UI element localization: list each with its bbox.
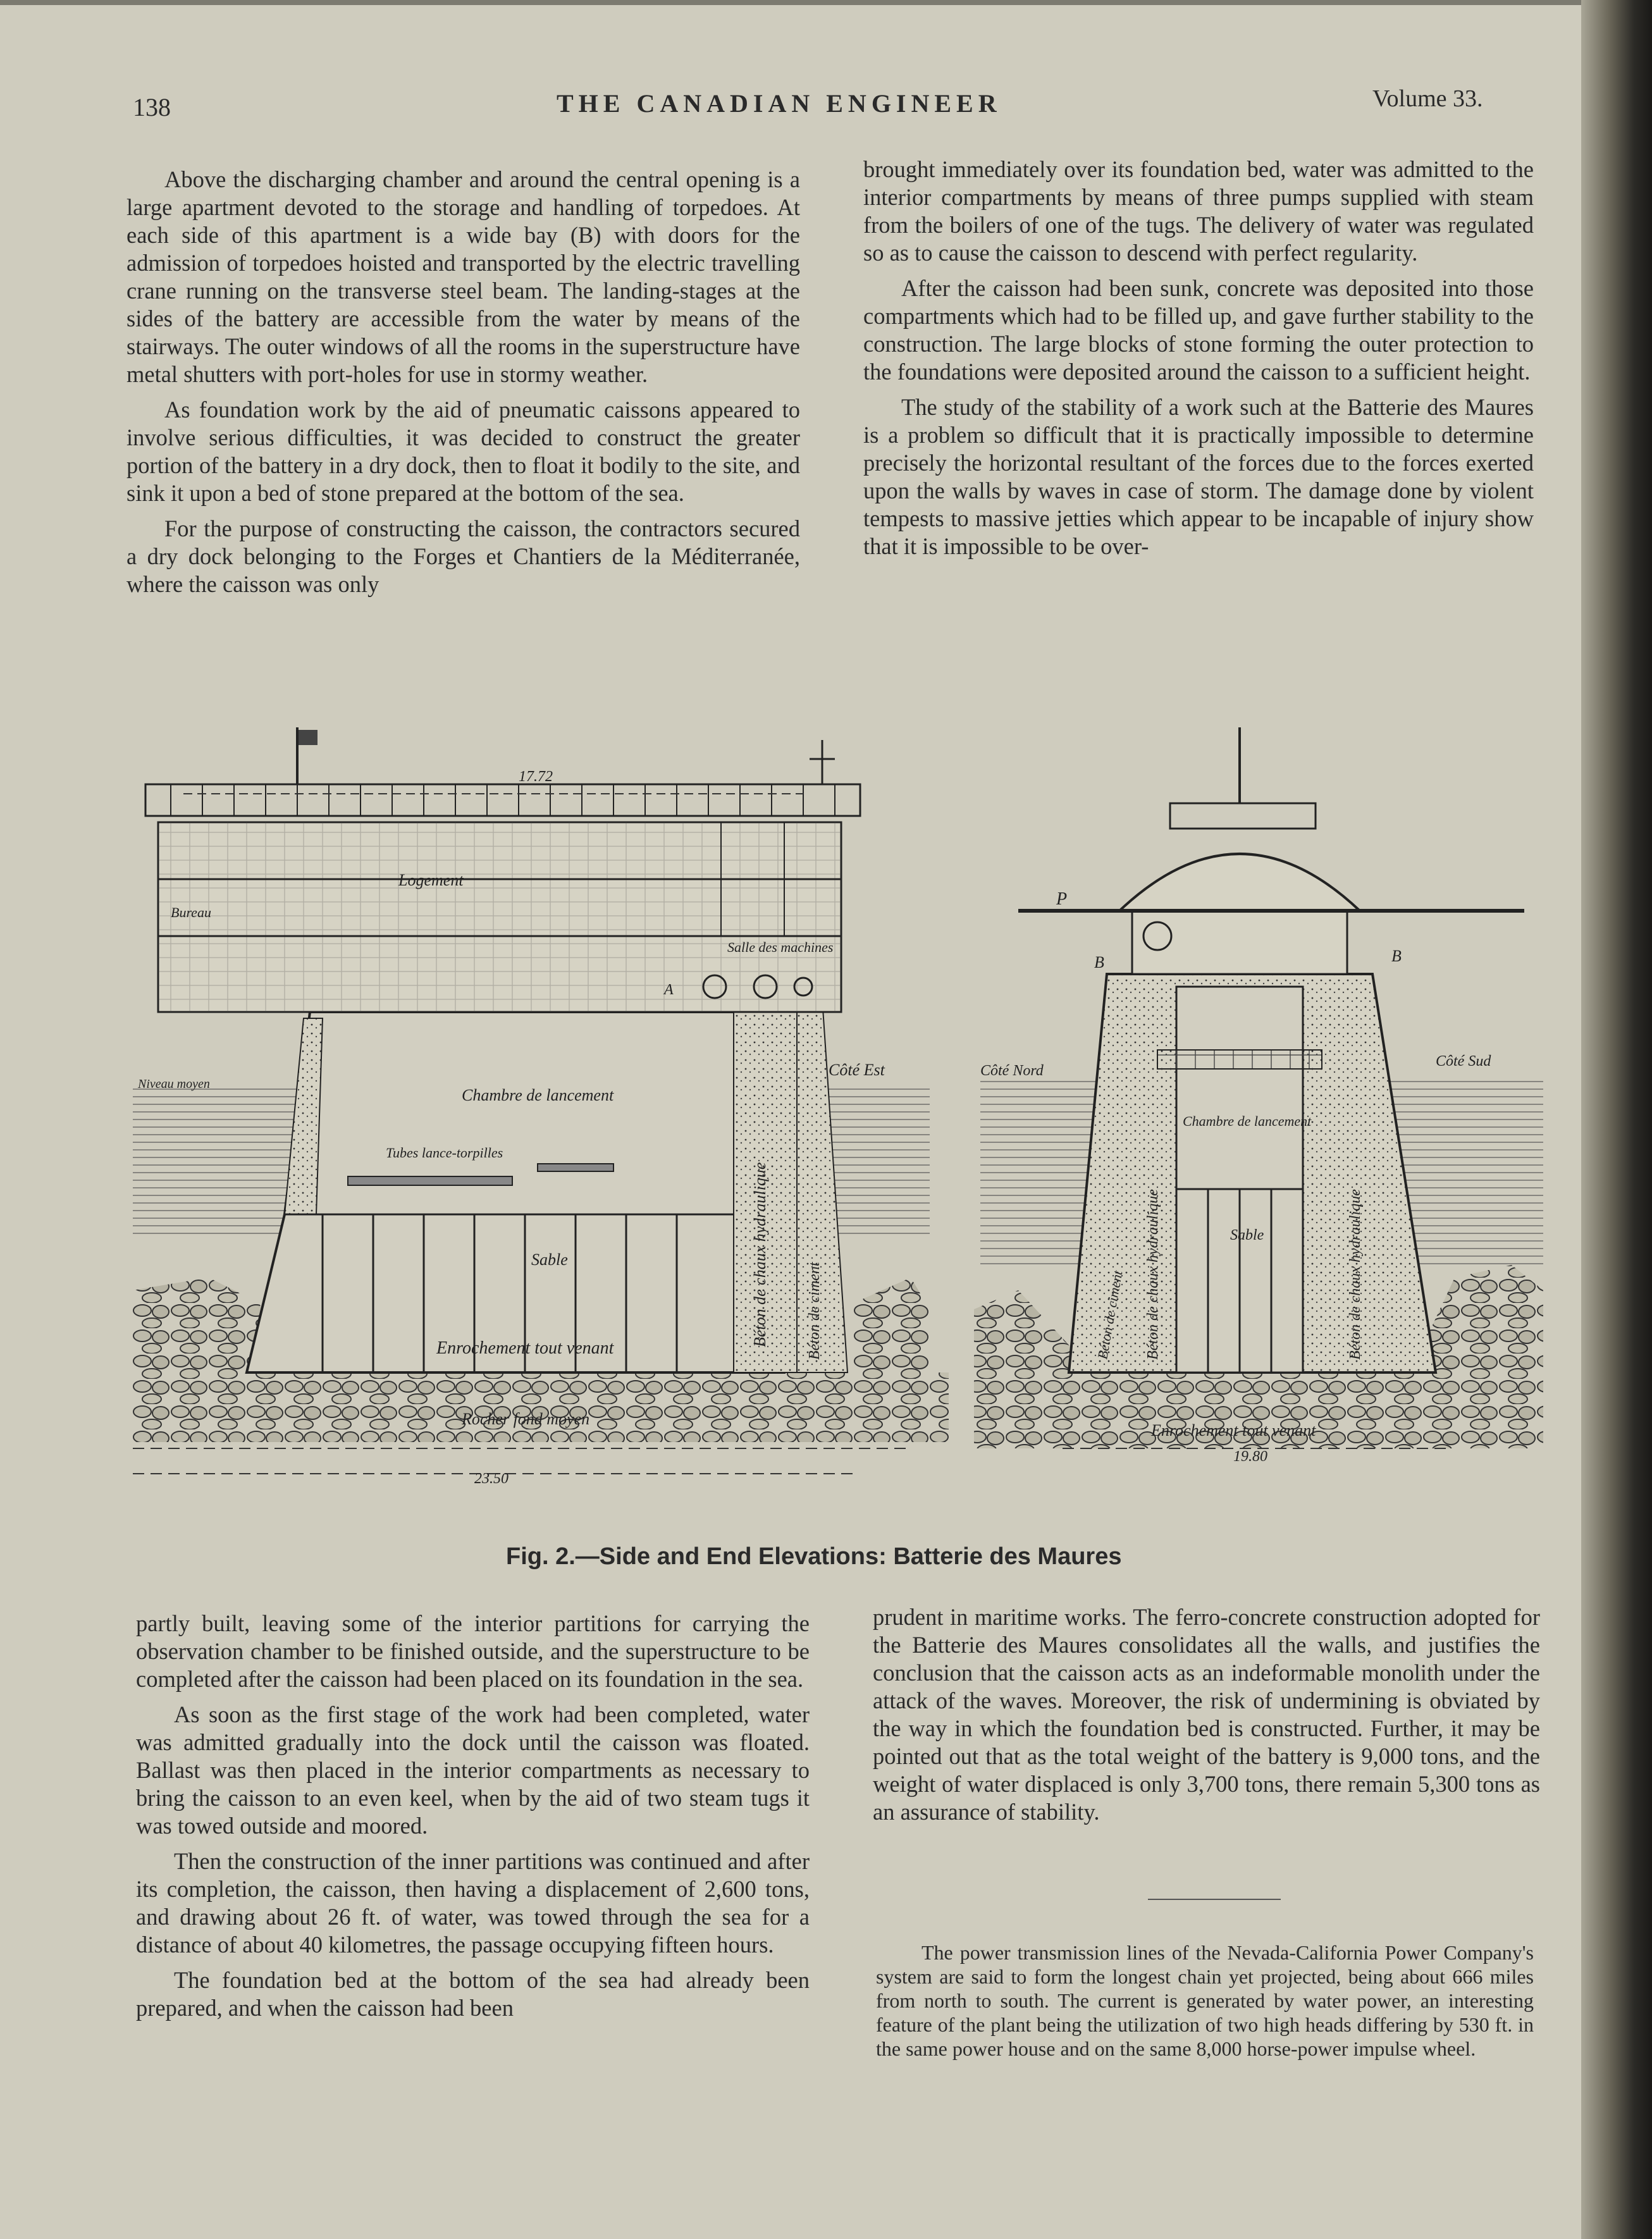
paragraph: Above the discharging chamber and around the central opening is a large apartment devoted to the storage and handling of torpedoes. At each side of this apartment is a wide bay (B) with doors for the admission of torpedoes hoisted and transported by the electric travelling crane running on the transverse steel beam. The landing-stages at the sides of the battery are accessible from the water by means of the stairways. The outer windows of all the rooms in the superstructure have metal shutters with port-holes for use in stormy weather.: [126, 166, 800, 387]
book-binding-edge: [1581, 0, 1652, 2239]
paragraph: As soon as the first stage of the work had been completed, water was admitted gradually into the dock until the caisson was floated. Ballast was then placed in the interior compartments as necessary to bring the caisson to an even keel, when by the aid of two steam tugs it was towed outside and moored.: [136, 1701, 810, 1839]
label-rocher: Rocher fond moyen: [462, 1410, 590, 1428]
paragraph: The study of the stability of a work such at the Batterie des Maures is a problem so difficult that it is practically impossible to determine precisely the horizontal resultant of the forces due to the forces exerted upon the walls by waves in case of storm. The damage done by violent tempests to massive jetties which appear to be incapable of injury show that it is impossible to be over-: [863, 394, 1534, 559]
label-b-left: B: [1094, 953, 1104, 971]
news-note: [876, 1940, 1534, 2061]
label-salle-machines: Salle des machines: [727, 939, 834, 955]
label-enrochement-side: Enrochement tout venant: [436, 1338, 614, 1358]
paragraph: prudent in maritime works. The ferro-concrete construction adopted for the Batterie des Maures consolidates all the walls, and justifies the conclusion that the caisson acts as an indeformable monolith under the attack of the waves. Moreover, the risk of undermining is obviated by the way in which the foundation bed is constructed. Further, it may be pointed out that as the total weight of the battery is 9,000 tons, and the weight of water displaced is only 3,700 tons, there remain 5,300 tons as an assurance of stability.: [873, 1604, 1540, 1825]
paragraph: The foundation bed at the bottom of the sea had already been prepared, and when the caisson had been: [136, 1967, 810, 2021]
label-chambre-lancement: Chambre de lancement: [462, 1086, 614, 1104]
label-dim-base: 23.50: [474, 1471, 509, 1487]
label-chambre-lancement-end: Chambre de lancement: [1183, 1113, 1312, 1129]
paragraph: partly built, leaving some of the interior partitions for carrying the observation chamber to be finished outside, and the superstructure to be completed after the caisson had been placed on its foundation in the sea.: [136, 1610, 810, 1692]
label-enrochement-end: Enrochement tout venant: [1151, 1421, 1316, 1440]
paragraph: brought immediately over its foundation bed, water was admitted to the interior compartments by means of three pumps supplied with steam from the boilers of one of the tugs. The delivery of water was regulated so as to cause the caisson to descend with perfect regularity.: [863, 156, 1534, 266]
label-beton-chaux-end-left: Béton de chaux hydraulique: [1145, 1189, 1161, 1360]
paragraph: As foundation work by the aid of pneumatic caissons appeared to involve serious difficulties, it was decided to construct the greater portion of the battery in a dry dock, then to float it bodily to the site, and sink it upon a bed of stone prepared at the bottom of the sea.: [126, 397, 800, 506]
label-logement: Logement: [398, 871, 464, 889]
label-bureau: Bureau: [171, 904, 211, 920]
figure-caption: Fig. 2.—Side and End Elevations: Batterie des Maures: [506, 1543, 1122, 1570]
label-cote-sud: Côté Sud: [1436, 1053, 1491, 1070]
label-beton-ciment-end: Béton de ciment: [1094, 1269, 1126, 1360]
right-column-bottom: [873, 1603, 1540, 1834]
top-rule: [0, 0, 1594, 5]
section-divider: [1148, 1899, 1281, 1900]
running-head: [0, 81, 1594, 119]
label-a: A: [664, 982, 674, 998]
label-cote-est: Côté Est: [829, 1061, 885, 1079]
label-p: P: [1056, 889, 1068, 909]
label-dim-end-base: 19.80: [1233, 1448, 1267, 1465]
label-beton-chaux-side: Béton de chaux hydraulique: [751, 1162, 769, 1347]
label-beton-ciment-side: Béton de ciment: [806, 1262, 823, 1360]
paragraph: Then the construction of the inner partitions was continued and after its completion, the caisson, then having a displacement of 2,600 tons, and drawing about 26 ft. of water, was towed through the sea for a distance of about 40 kilometres, the passage occupying fifteen hours.: [136, 1848, 810, 1958]
label-beton-chaux-end-right: Béton de chaux hydraulique: [1347, 1189, 1364, 1360]
volume-label: Volume 33.: [1372, 85, 1483, 112]
right-column-top: [863, 156, 1534, 568]
label-tubes: Tubes lance-torpilles: [386, 1145, 503, 1161]
left-column-top: [126, 166, 800, 606]
page-number: 138: [133, 93, 171, 121]
label-cote-nord: Côté Nord: [980, 1063, 1044, 1079]
figure-elevations: [133, 721, 1543, 1550]
label-sable: Sable: [531, 1250, 568, 1269]
left-column-bottom: [136, 1610, 810, 2030]
label-niveau-moyen: Niveau moyen: [138, 1077, 210, 1091]
journal-title: THE CANADIAN ENGINEER: [557, 89, 1002, 118]
side-elevation: [133, 727, 949, 1487]
label-sable-end: Sable: [1230, 1227, 1264, 1243]
end-elevation: [974, 727, 1543, 1465]
elevation-drawing: [133, 721, 1543, 1550]
note-text: The power transmission lines of the Nevada-California Power Company's system are said to form the longest chain yet projected, being about 666 miles from north to south. The current is generated by water power, an interesting feature of the plant being the utilization of two high heads differing by 530 ft. in the same power house and on the same 8,000 horse-power impulse wheel.: [876, 1941, 1534, 2060]
paragraph: After the caisson had been sunk, concrete was deposited into those compartments which had to be filled up, and gave further stability to the construction. The large blocks of stone forming the outer protection to the foundations were deposited around the caisson to a sufficient height.: [863, 275, 1534, 385]
label-dim-top: 17.72: [519, 768, 553, 785]
label-b-right: B: [1391, 947, 1402, 965]
paragraph: For the purpose of constructing the caisson, the contractors secured a dry dock belonging to the Forges et Chantiers de la Méditerranée, where the caisson was only: [126, 515, 800, 597]
